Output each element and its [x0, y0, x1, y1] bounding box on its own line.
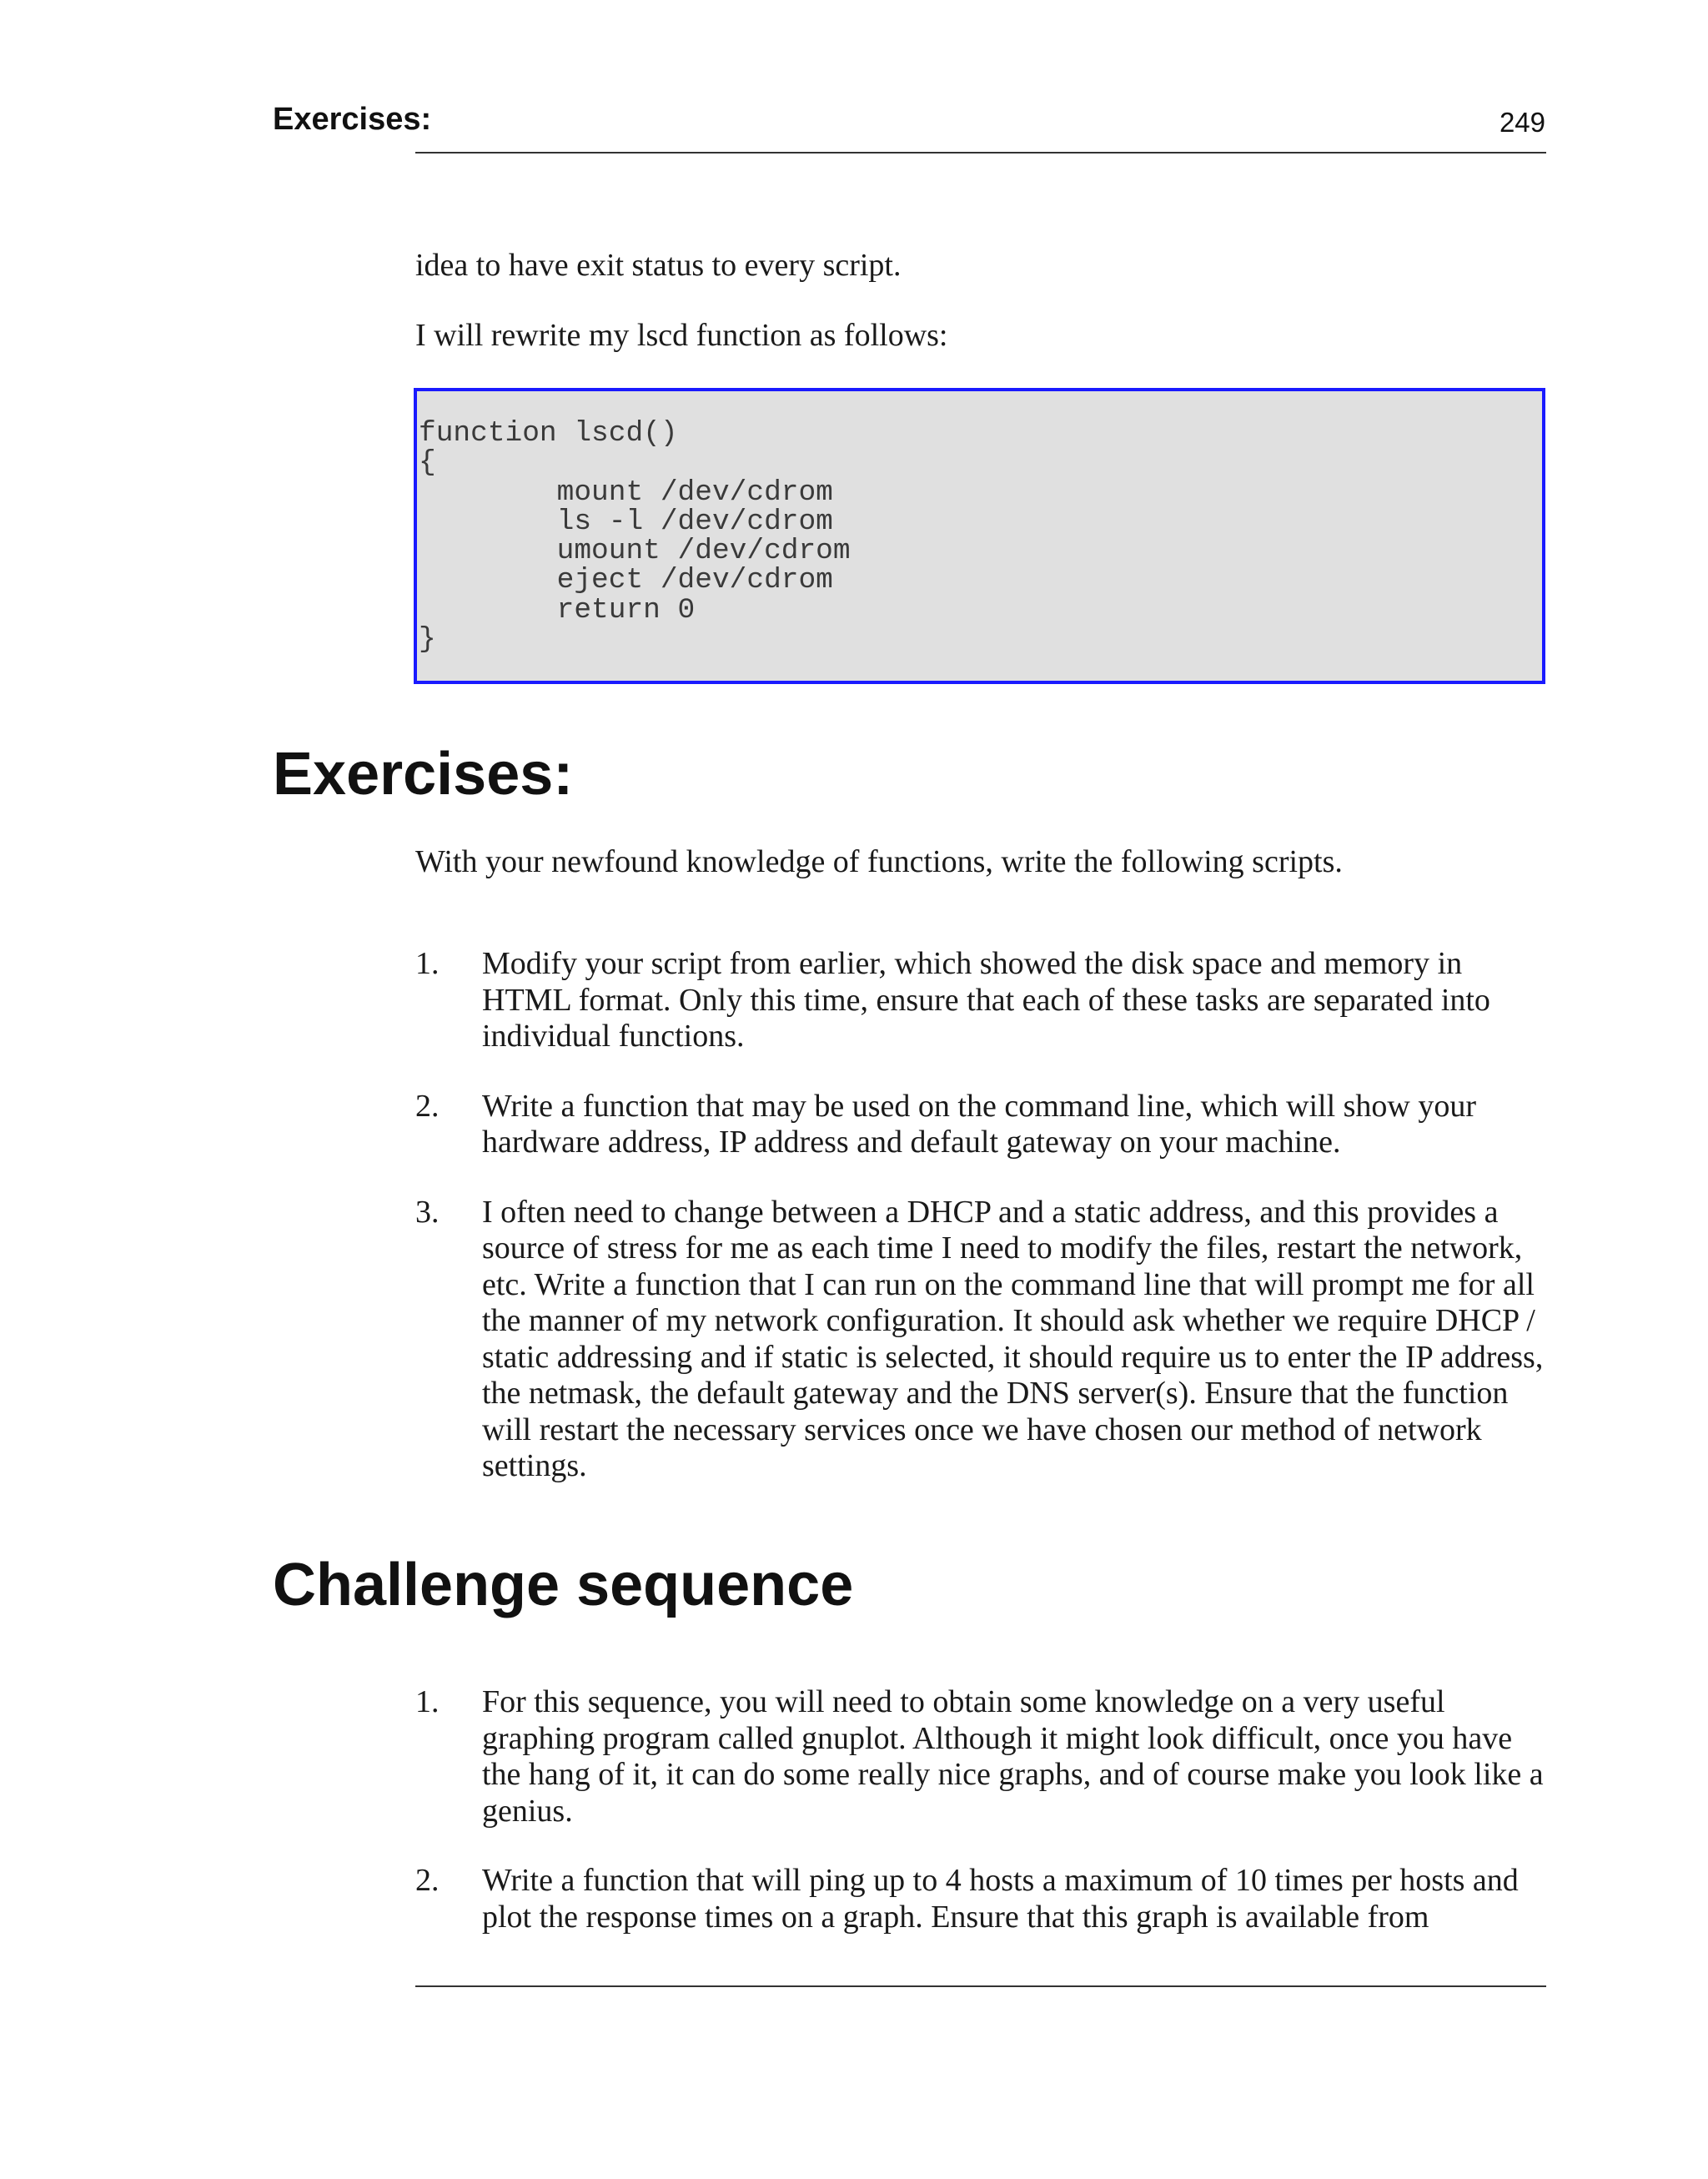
- item-number: 2.: [415, 1863, 440, 1898]
- list-item: [415, 1089, 1554, 1161]
- page-number: 249: [1499, 107, 1545, 138]
- challenge-list: [415, 1684, 1554, 1969]
- code-block: [414, 388, 1545, 684]
- exercises-list: [415, 946, 1554, 1518]
- list-item: [415, 1863, 1554, 1935]
- list-item: [415, 1684, 1554, 1829]
- item-text: I often need to change between a DHCP and a static address, and this provides a source of stress for me as each time I need to modify the files, restart the network, etc. Write a function that I can run on the command line that will prompt me for all the manner of my network configuration. It should ask whether we require DHCP / static addressing and if static is selected, it should require us to enter the IP address, the netmask, the default gateway and the DNS server(s). Ensure that the function will restart the necessary services once we have chosen our method of network settings.: [482, 1194, 1544, 1483]
- item-number: 1.: [415, 946, 440, 981]
- item-text: Write a function that will ping up to 4 hosts a maximum of 10 times per hosts and plot the response times on a graph. Ensure that this graph is available from: [482, 1863, 1519, 1935]
- item-text: Modify your script from earlier, which showed the disk space and memory in HTML format. Only this time, ensure that each of these tasks are separated into individual functions.: [482, 946, 1490, 1054]
- item-number: 1.: [415, 1684, 440, 1719]
- exercises-heading: Exercises:: [273, 741, 574, 808]
- list-item: [415, 946, 1554, 1055]
- item-text: For this sequence, you will need to obtain some knowledge on a very useful graphing program called gnuplot. Although it might look difficult, once you have the hang of it, it can do some really nice graphs, and of course make you look like a genius.: [482, 1684, 1544, 1829]
- exercises-intro: With your newfound knowledge of functions, write the following scripts.: [415, 844, 1343, 879]
- item-number: 3.: [415, 1194, 440, 1230]
- item-text: Write a function that may be used on the command line, which will show your hardware address, IP address and default gateway on your machine.: [482, 1088, 1477, 1160]
- challenge-heading: Challenge sequence: [273, 1552, 854, 1618]
- footer-rule: [415, 1985, 1546, 1987]
- running-header-title: Exercises:: [273, 102, 432, 137]
- continuation-paragraph: idea to have exit status to every script.: [415, 248, 902, 283]
- code-listing: function lscd() { mount /dev/cdrom ls -l /dev/cdrom umount /dev/cdrom eject /dev/cdrom return 0 }: [419, 417, 851, 657]
- list-item: [415, 1195, 1554, 1485]
- header-rule: [415, 152, 1546, 153]
- item-number: 2.: [415, 1088, 440, 1124]
- lead-in-paragraph: I will rewrite my lscd function as follows:: [415, 318, 948, 353]
